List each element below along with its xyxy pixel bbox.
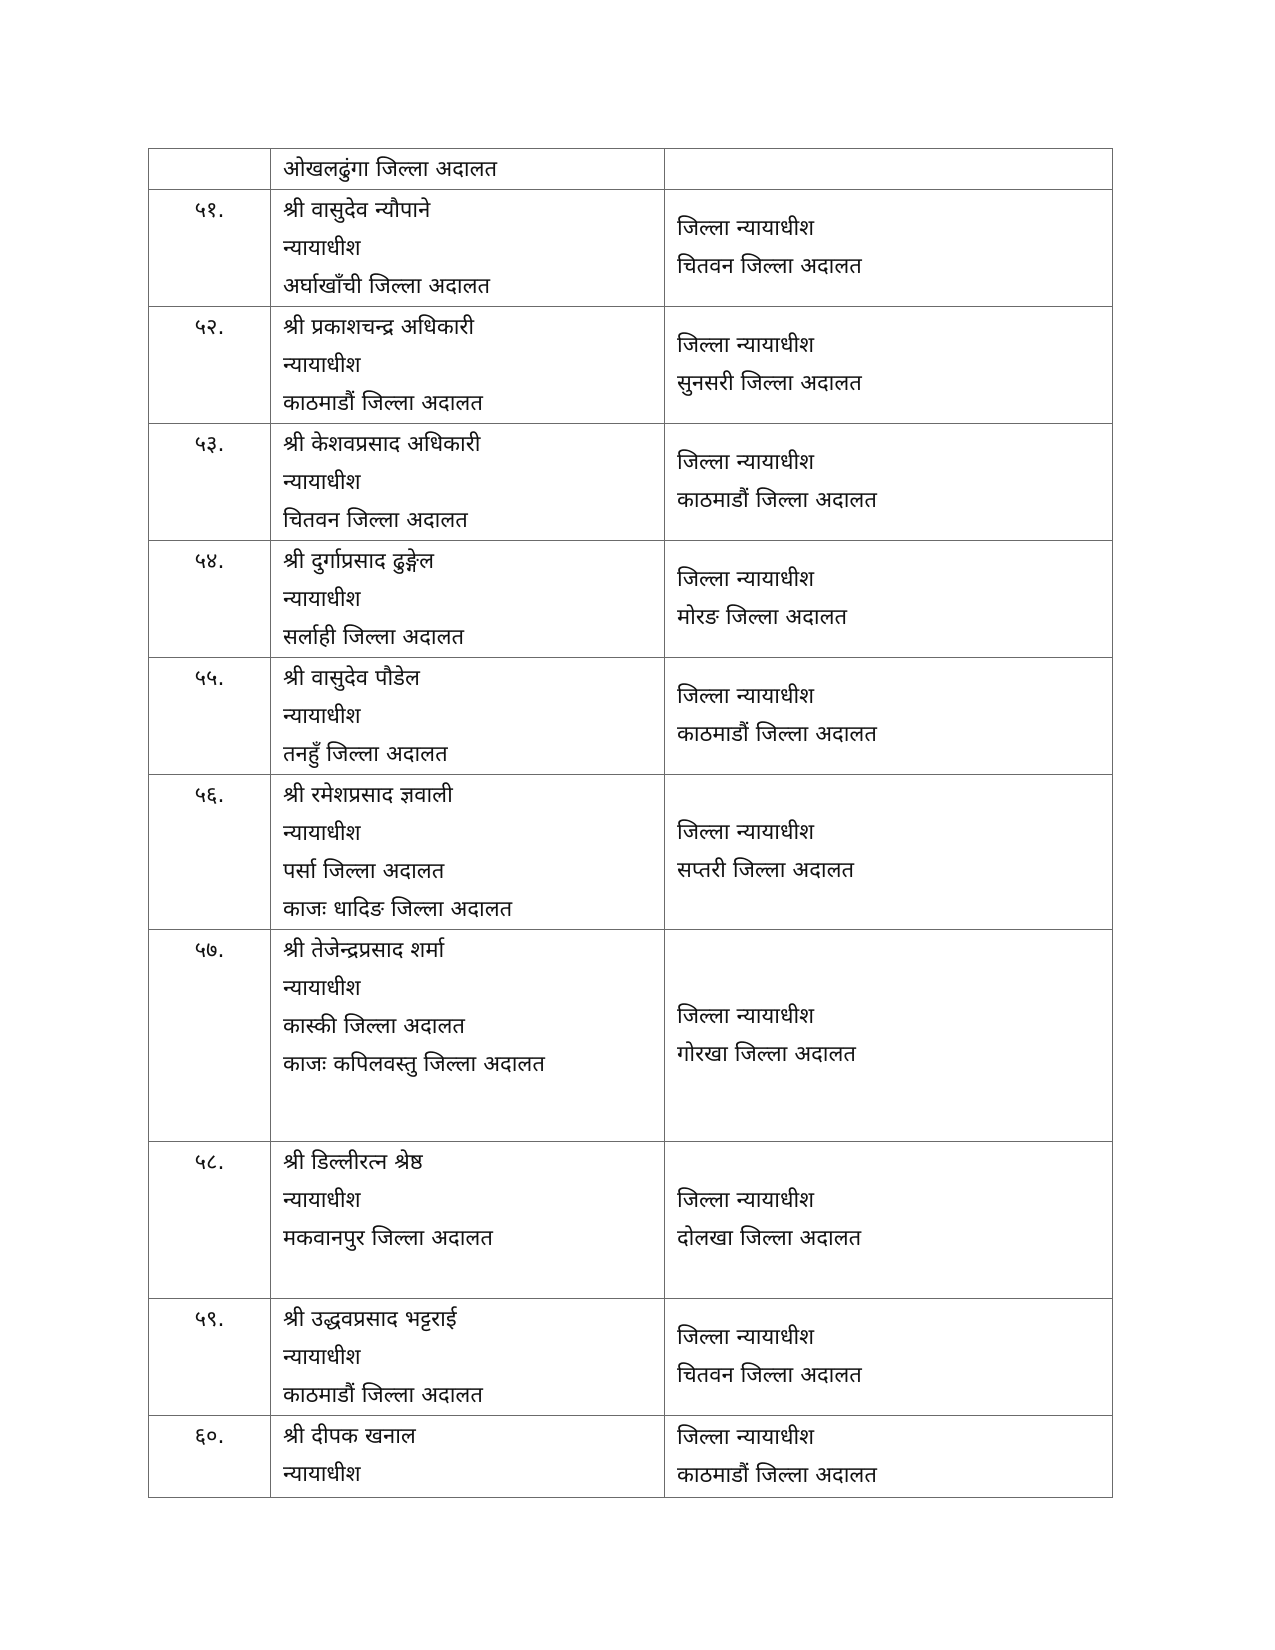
current-designation: न्यायाधीश — [283, 470, 361, 495]
judge-name: श्री प्रकाशचन्द्र अधिकारी — [283, 315, 475, 340]
serial-number: ५७. — [149, 930, 271, 1142]
current-designation: न्यायाधीश — [283, 353, 361, 378]
serial-number: ६०. — [149, 1416, 271, 1498]
current-designation: न्यायाधीश — [283, 1345, 361, 1370]
new-court: सुनसरी जिल्ला अदालत — [677, 371, 862, 396]
serial-number: ५८. — [149, 1142, 271, 1299]
new-designation: जिल्ला न्यायाधीश — [677, 820, 815, 845]
new-court: सप्तरी जिल्ला अदालत — [677, 858, 855, 883]
current-post-cell — [271, 541, 665, 658]
judge-name: श्री तेजेन्द्रप्रसाद शर्मा — [283, 938, 445, 963]
new-designation: जिल्ला न्यायाधीश — [677, 1188, 815, 1213]
judge-name: श्री रमेशप्रसाद ज्ञवाली — [283, 783, 453, 808]
table-row — [149, 307, 1113, 424]
serial-number: ५३. — [149, 424, 271, 541]
new-court: मोरङ जिल्ला अदालत — [677, 605, 848, 630]
new-post-cell — [665, 424, 1113, 541]
current-designation: न्यायाधीश — [283, 1188, 361, 1213]
current-designation: न्यायाधीश — [283, 704, 361, 729]
judge-name: श्री वासुदेव न्यौपाने — [283, 198, 431, 223]
new-court: काठमाडौं जिल्ला अदालत — [677, 722, 877, 747]
new-court: चितवन जिल्ला अदालत — [677, 254, 862, 279]
table-row — [149, 190, 1113, 307]
new-designation: जिल्ला न्यायाधीश — [677, 333, 815, 358]
judge-name: श्री दीपक खनाल — [283, 1424, 416, 1449]
current-court: अर्घाखाँची जिल्ला अदालत — [283, 274, 491, 299]
table-row — [149, 1416, 1113, 1498]
current-post-cell — [271, 1142, 665, 1299]
new-designation: जिल्ला न्यायाधीश — [677, 1003, 815, 1029]
current-court: पर्सा जिल्ला अदालत — [283, 859, 445, 884]
serial-number: ५९. — [149, 1299, 271, 1416]
new-post-cell — [665, 541, 1113, 658]
new-post-cell — [665, 775, 1113, 930]
serial-number: ५२. — [149, 307, 271, 424]
judge-name: श्री डिल्लीरत्न श्रेष्ठ — [283, 1150, 423, 1175]
current-post-cell — [271, 930, 665, 1142]
new-designation: जिल्ला न्यायाधीश — [677, 216, 815, 241]
new-post-cell — [665, 1142, 1113, 1299]
current-designation: न्यायाधीश — [283, 1462, 361, 1487]
new-court: गोरखा जिल्ला अदालत — [677, 1041, 856, 1067]
judge-name: श्री दुर्गाप्रसाद ढुङ्गेल — [283, 549, 435, 574]
table-row — [149, 149, 1113, 190]
new-designation: जिल्ला न्यायाधीश — [677, 450, 815, 475]
table-row — [149, 775, 1113, 930]
current-court: मकवानपुर जिल्ला अदालत — [283, 1226, 493, 1251]
current-post-cell — [271, 1299, 665, 1416]
current-designation: न्यायाधीश — [283, 236, 361, 261]
current-court: कास्की जिल्ला अदालत — [283, 1014, 465, 1039]
new-designation: जिल्ला न्यायाधीश — [677, 1325, 815, 1350]
new-court: दोलखा जिल्ला अदालत — [677, 1226, 862, 1251]
serial-number: ५६. — [149, 775, 271, 930]
current-post-line: ओखलढुंगा जिल्ला अदालत — [283, 157, 498, 182]
new-court: काठमाडौं जिल्ला अदालत — [677, 488, 877, 513]
judge-name: श्री उद्धवप्रसाद भट्टराई — [283, 1307, 457, 1332]
serial-number: ५४. — [149, 541, 271, 658]
current-post-cell — [271, 190, 665, 307]
new-designation: जिल्ला न्यायाधीश — [677, 1424, 815, 1450]
judge-name: श्री केशवप्रसाद अधिकारी — [283, 432, 481, 457]
current-post-cell — [271, 307, 665, 424]
new-post-cell — [665, 1416, 1113, 1498]
current-court: चितवन जिल्ला अदालत — [283, 508, 468, 533]
table-row — [149, 424, 1113, 541]
current-post-cell — [271, 1416, 665, 1498]
current-post-cell — [271, 658, 665, 775]
table-row — [149, 541, 1113, 658]
current-post-cell — [271, 775, 665, 930]
new-post-cell — [665, 930, 1113, 1142]
current-post-cell — [271, 149, 665, 190]
acting-court: काजः धादिङ जिल्ला अदालत — [283, 897, 513, 922]
table-row — [149, 1142, 1113, 1299]
current-court: तनहुँ जिल्ला अदालत — [283, 742, 448, 767]
table-row — [149, 1299, 1113, 1416]
new-court: काठमाडौं जिल्ला अदालत — [677, 1462, 877, 1488]
table-row — [149, 930, 1113, 1142]
current-court: सर्लाही जिल्ला अदालत — [283, 625, 465, 650]
new-post-cell — [665, 307, 1113, 424]
new-designation: जिल्ला न्यायाधीश — [677, 567, 815, 592]
judge-transfer-table — [148, 148, 1113, 1498]
current-court: काठमाडौं जिल्ला अदालत — [283, 391, 483, 416]
current-designation: न्यायाधीश — [283, 976, 361, 1001]
serial-number: ५१. — [149, 190, 271, 307]
new-post-cell — [665, 1299, 1113, 1416]
current-court: काठमाडौं जिल्ला अदालत — [283, 1383, 483, 1408]
new-post-cell — [665, 149, 1113, 190]
serial-number: ५५. — [149, 658, 271, 775]
current-designation: न्यायाधीश — [283, 587, 361, 612]
new-post-cell — [665, 658, 1113, 775]
acting-court: काजः कपिलवस्तु जिल्ला अदालत — [283, 1052, 545, 1077]
table-row — [149, 658, 1113, 775]
current-designation: न्यायाधीश — [283, 821, 361, 846]
new-court: चितवन जिल्ला अदालत — [677, 1363, 862, 1388]
current-post-cell — [271, 424, 665, 541]
new-post-cell — [665, 190, 1113, 307]
judge-name: श्री वासुदेव पौडेल — [283, 666, 420, 691]
serial-number — [149, 149, 271, 190]
new-designation: जिल्ला न्यायाधीश — [677, 684, 815, 709]
